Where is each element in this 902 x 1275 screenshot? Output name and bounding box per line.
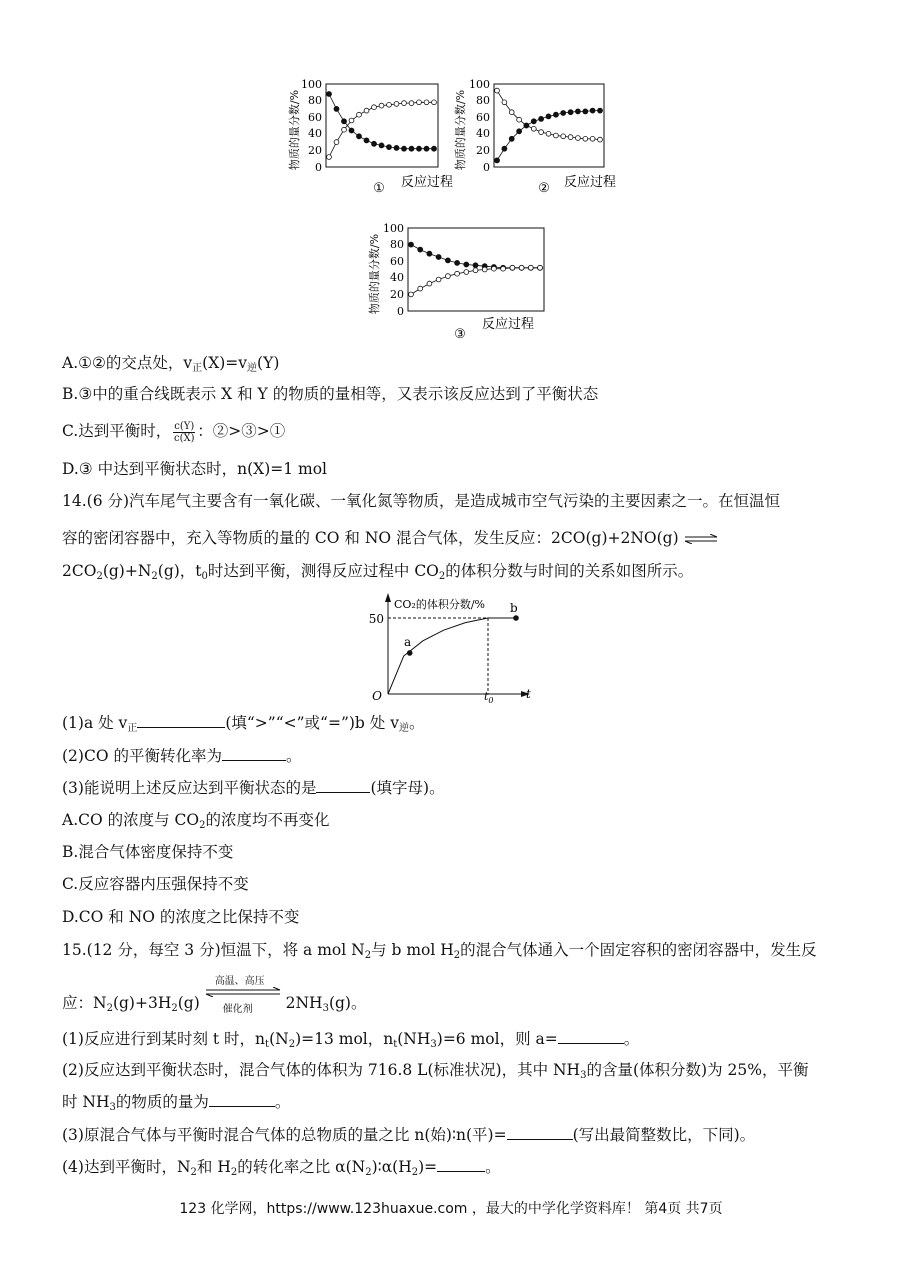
data-point — [409, 292, 414, 297]
chart-3-ylabel: 物质的量分数/% — [368, 233, 381, 315]
data-point — [517, 117, 522, 122]
chart-2-label: ② — [538, 181, 550, 196]
text: 的含量(体积分数)为 25%，平衡 — [586, 1061, 809, 1079]
ytick: 0 — [483, 161, 490, 174]
sub: 逆 — [247, 363, 258, 374]
chart-2-plot — [495, 88, 603, 163]
text: 。 — [285, 747, 302, 765]
text: )=13 mol，n — [295, 1030, 394, 1048]
text: (g)+N — [102, 562, 152, 580]
answer-blank[interactable] — [437, 1156, 485, 1172]
q15-line1: 15.(12 分，每空 3 分)恒温下，将 a mol $N_2$与 b mol $H_2$的混合气体通入一个固定容积的密闭容器中，发生反 — [62, 941, 817, 961]
data-point — [539, 130, 544, 135]
text: (1)a 处 v — [62, 714, 128, 732]
text: 和 H — [196, 1158, 231, 1176]
ytick: 20 — [308, 144, 322, 157]
data-point — [394, 146, 399, 151]
data-point — [546, 114, 551, 119]
ytick: 80 — [476, 94, 490, 107]
data-point — [502, 100, 507, 105]
data-point — [409, 101, 414, 106]
ytick: 20 — [390, 288, 404, 301]
data-point — [495, 158, 500, 163]
data-point — [432, 146, 437, 151]
data-point — [583, 136, 588, 141]
data-point — [372, 141, 377, 146]
q15-p2-line1: (2)反应达到平衡状态时，混合气体的体积为 716.8 L(标准状况)，其中 $NH_3$的含量(体积分数)为 25%，平衡 — [62, 1061, 809, 1081]
data-point — [387, 102, 392, 107]
text: 与 b mol H — [371, 941, 454, 959]
data-point — [531, 126, 536, 131]
point-a-label: a — [404, 635, 412, 649]
point-a — [407, 650, 413, 656]
data-point — [519, 265, 524, 270]
data-point — [364, 108, 369, 113]
answer-blank[interactable] — [316, 777, 370, 793]
sub: 正 — [192, 363, 203, 374]
numerator: c(Y) — [174, 420, 195, 432]
text: 的体积分数与时间的关系如图所示。 — [445, 562, 694, 580]
data-point — [379, 143, 384, 148]
data-point — [464, 262, 469, 267]
q15-p2-line2: 时 $NH_3$的物质的量为 。 — [62, 1093, 291, 1113]
text: (3)能说明上述反应达到平衡状态的是 — [62, 779, 317, 797]
chart-2-ylabel: 物质的量分数/% — [454, 89, 467, 171]
text: 时达到平衡，测得反应过程中 CO — [207, 562, 439, 580]
chart-1-label: ① — [373, 181, 385, 196]
data-point — [538, 265, 543, 270]
text: )=6 mol，则 a= — [436, 1030, 558, 1048]
text: (N — [269, 1030, 289, 1048]
data-point — [357, 112, 362, 117]
label-t0: $t_0$ — [484, 690, 494, 704]
data-point — [387, 145, 392, 150]
point-b-label: b — [510, 601, 518, 615]
answer-blank[interactable] — [222, 745, 286, 761]
data-point — [598, 137, 603, 142]
data-point — [583, 109, 588, 114]
chart-2 — [452, 64, 632, 196]
text: A.①②的交点处，v — [62, 354, 193, 372]
chart-2-xlabel: 反应过程 — [563, 175, 617, 190]
co2-ylabel: CO₂的体积分数/% — [394, 598, 486, 611]
text: 应：N — [62, 994, 107, 1012]
chart-3-label: ③ — [454, 327, 466, 342]
data-point — [510, 265, 515, 270]
text: 2NH — [285, 994, 323, 1012]
data-point — [446, 258, 451, 263]
text: (X)=v — [202, 354, 248, 372]
chart-2-yticks — [469, 78, 490, 174]
page-footer: 123 化学网，https://www.123huaxue.com ，最大的中学化学资料库！ 第4页 共7页 — [179, 1201, 723, 1217]
data-point — [568, 110, 573, 115]
data-point — [531, 119, 536, 124]
text: 的混合气体通入一个固定容积的密闭容器中，发生反 — [460, 941, 817, 959]
text: (1)反应进行到某时刻 t 时，n — [62, 1030, 266, 1048]
data-point — [528, 265, 533, 270]
ytick: 40 — [390, 271, 404, 284]
data-point — [379, 103, 384, 108]
data-point — [427, 251, 432, 256]
data-point — [436, 255, 441, 260]
text: 15.(12 分，每空 3 分)恒温下，将 a mol N — [62, 941, 365, 959]
data-point — [372, 105, 377, 110]
data-point — [427, 281, 432, 286]
text: (2)CO 的平衡转化率为 — [62, 747, 222, 765]
data-point — [446, 274, 451, 279]
data-point — [492, 266, 497, 271]
data-point — [509, 110, 514, 115]
text: 容的密闭容器中，充入等物质的量的 CO 和 NO 混合气体，发生反应：2CO(g)+2NO(g) — [62, 529, 679, 547]
data-point — [502, 146, 507, 151]
q15-p4: (4)达到平衡时，$N_2$和 $H_2$的转化率之比 $\alpha(N_2)∶\alpha(H_2)=$ 。 — [62, 1158, 501, 1178]
text: (g)，t — [157, 562, 202, 580]
text: (3)原混合气体与平衡时混合气体的总物质的量之比 n(始)∶n(平)= — [62, 1126, 507, 1144]
data-point — [417, 100, 422, 105]
sub: 正 — [127, 723, 138, 734]
text: 时 NH — [62, 1093, 110, 1111]
reaction-condition — [205, 976, 281, 1015]
data-point — [342, 127, 347, 132]
text: (写出最简整数比，下同)。 — [572, 1126, 756, 1144]
q14-p1 — [62, 712, 424, 740]
data-point — [517, 129, 522, 134]
data-point — [590, 136, 595, 141]
text: 的浓度均不再变化 — [205, 811, 330, 829]
data-point — [349, 118, 354, 123]
data-point — [402, 101, 407, 106]
data-point — [455, 271, 460, 276]
chart-3-yticks — [383, 222, 404, 318]
text: (Y) — [257, 354, 280, 372]
condition-top: 高温、高压 — [214, 976, 265, 987]
condition-bottom: 催化剂 — [222, 1004, 253, 1015]
reversible-arrow-icon — [205, 987, 281, 997]
sub: 逆 — [398, 723, 409, 734]
chart-1 — [282, 64, 472, 196]
ytick: 0 — [397, 305, 404, 318]
data-point — [524, 123, 529, 128]
chart-1-xlabel: 反应过程 — [400, 175, 454, 190]
fraction — [173, 421, 195, 444]
text: (填字母)。 — [370, 779, 445, 797]
data-point — [364, 138, 369, 143]
ytick: 40 — [308, 127, 322, 140]
q14-option-c: C.反应容器内压强保持不变 — [62, 875, 249, 893]
data-point — [590, 108, 595, 113]
data-point — [482, 267, 487, 272]
text: 。 — [623, 1030, 640, 1048]
data-point — [501, 266, 506, 271]
chart-2-frame — [494, 84, 604, 167]
data-point — [327, 155, 332, 160]
q14-p3 — [62, 777, 445, 799]
data-point — [554, 133, 559, 138]
x-label: t — [526, 687, 531, 701]
chart-3 — [364, 208, 554, 342]
data-point — [417, 146, 422, 151]
text: 。 — [274, 1093, 291, 1111]
data-point — [495, 88, 500, 93]
chart-1-frame — [326, 84, 438, 167]
text: (g)。 — [328, 994, 367, 1012]
ytick: 100 — [469, 78, 490, 91]
ytick: 60 — [476, 111, 490, 124]
ytick: 60 — [390, 255, 404, 268]
text: (4)达到平衡时，N — [62, 1158, 191, 1176]
text: (填“>”“<”或“=”)b 处 v — [225, 714, 399, 732]
data-point — [568, 135, 573, 140]
data-point — [561, 111, 566, 116]
data-point — [424, 146, 429, 151]
data-point — [327, 92, 332, 97]
text: 的物质的量为 — [115, 1093, 209, 1111]
co2-curve — [388, 618, 516, 694]
option-13d: D.③ 中达到平衡状态时，n(X)=1 mol — [62, 460, 327, 478]
data-point — [357, 134, 362, 139]
chart-1-plot — [327, 92, 437, 160]
chart-3-xlabel: 反应过程 — [481, 317, 535, 332]
ytick: 100 — [301, 78, 322, 91]
ytick: 60 — [308, 111, 322, 124]
chart-3-plot — [409, 242, 543, 297]
ytick: 0 — [315, 161, 322, 174]
text: ：②>③>① — [197, 422, 286, 440]
data-point — [464, 270, 469, 275]
tick-50: 50 — [368, 612, 384, 626]
text: 的转化率之比 α(N — [237, 1158, 366, 1176]
data-point — [409, 146, 414, 151]
text: )= — [418, 1158, 438, 1176]
text: 。 — [408, 714, 425, 732]
data-point — [349, 128, 354, 133]
ytick: 80 — [308, 94, 322, 107]
option-13c — [62, 420, 285, 444]
reversible-arrow-icon — [684, 534, 718, 544]
q14-line3: $2CO_2(g)+N_2(g)$，$t_0$时达到平衡，测得反应过程中 $CO_2$的体积分数与时间的关系如图所示。 — [62, 562, 694, 582]
option-13a — [62, 352, 279, 380]
data-point — [546, 131, 551, 136]
q14-option-b: B.混合气体密度保持不变 — [62, 843, 234, 861]
q14-p2 — [62, 745, 301, 767]
q14-line2 — [62, 527, 718, 549]
text: (g) — [177, 994, 200, 1012]
data-point — [402, 146, 407, 151]
ytick: 40 — [476, 127, 490, 140]
answer-blank[interactable] — [209, 1091, 275, 1107]
q15-p3 — [62, 1124, 755, 1146]
text: )∶α(H — [371, 1158, 412, 1176]
data-point — [342, 119, 347, 124]
point-b — [513, 615, 519, 621]
data-point — [554, 112, 559, 117]
data-point — [424, 100, 429, 105]
q15-p1: (1)反应进行到某时刻 t 时，$n_t(N_2)=13$ mol，$n_t(NH_3)=6$ mol，则 a= 。 — [62, 1030, 640, 1050]
y-axis-arrow-icon — [385, 593, 391, 602]
ytick: 20 — [476, 144, 490, 157]
text: 2CO — [62, 562, 97, 580]
ytick: 100 — [383, 222, 404, 235]
text: (NH — [397, 1030, 431, 1048]
data-point — [409, 242, 414, 247]
data-point — [455, 261, 460, 266]
data-point — [598, 108, 603, 113]
data-point — [539, 117, 544, 122]
data-point — [432, 100, 437, 105]
q14-option-a: A.CO 的浓度与 $CO_2$的浓度均不再变化 — [62, 811, 330, 831]
answer-blank[interactable] — [137, 712, 225, 728]
data-point — [418, 286, 423, 291]
text: 。 — [485, 1158, 501, 1176]
data-point — [561, 134, 566, 139]
co2-plot — [388, 615, 519, 694]
answer-blank[interactable] — [558, 1028, 624, 1044]
data-point — [394, 102, 399, 107]
co2-chart — [366, 590, 536, 704]
chart-1-yticks — [301, 78, 322, 174]
data-point — [509, 136, 514, 141]
denominator: c(X) — [173, 432, 195, 444]
origin-label: O — [372, 689, 382, 703]
text: C.达到平衡时， — [62, 422, 172, 440]
data-point — [418, 247, 423, 252]
option-13b: B.③中的重合线既表示 X 和 Y 的物质的量相等，又表示该反应达到了平衡状态 — [62, 385, 599, 403]
chart-1-ylabel: 物质的量分数/% — [288, 89, 301, 171]
text: (2)反应达到平衡状态时，混合气体的体积为 716.8 L(标准状况)，其中 NH — [62, 1061, 581, 1079]
q14-line1: 14.(6 分)汽车尾气主要含有一氧化碳、一氧化氮等物质，是造成城市空气污染的主要因素之一。在恒温恒 — [62, 492, 781, 510]
q14-option-d: D.CO 和 NO 的浓度之比保持不变 — [62, 908, 300, 926]
data-point — [473, 263, 478, 268]
data-point — [436, 277, 441, 282]
data-point — [473, 268, 478, 273]
ytick: 80 — [390, 238, 404, 251]
data-point — [576, 109, 581, 114]
text: (g)+3H — [112, 994, 172, 1012]
data-point — [334, 107, 339, 112]
text: A.CO 的浓度与 CO — [62, 811, 200, 829]
q15-line2: 应：$N_2(g)+3H_2(g)$ 高温、高压 催化剂 $2NH_3(g)$。 — [62, 992, 366, 1020]
answer-blank[interactable] — [507, 1124, 573, 1140]
data-point — [334, 140, 339, 145]
data-point — [576, 136, 581, 141]
